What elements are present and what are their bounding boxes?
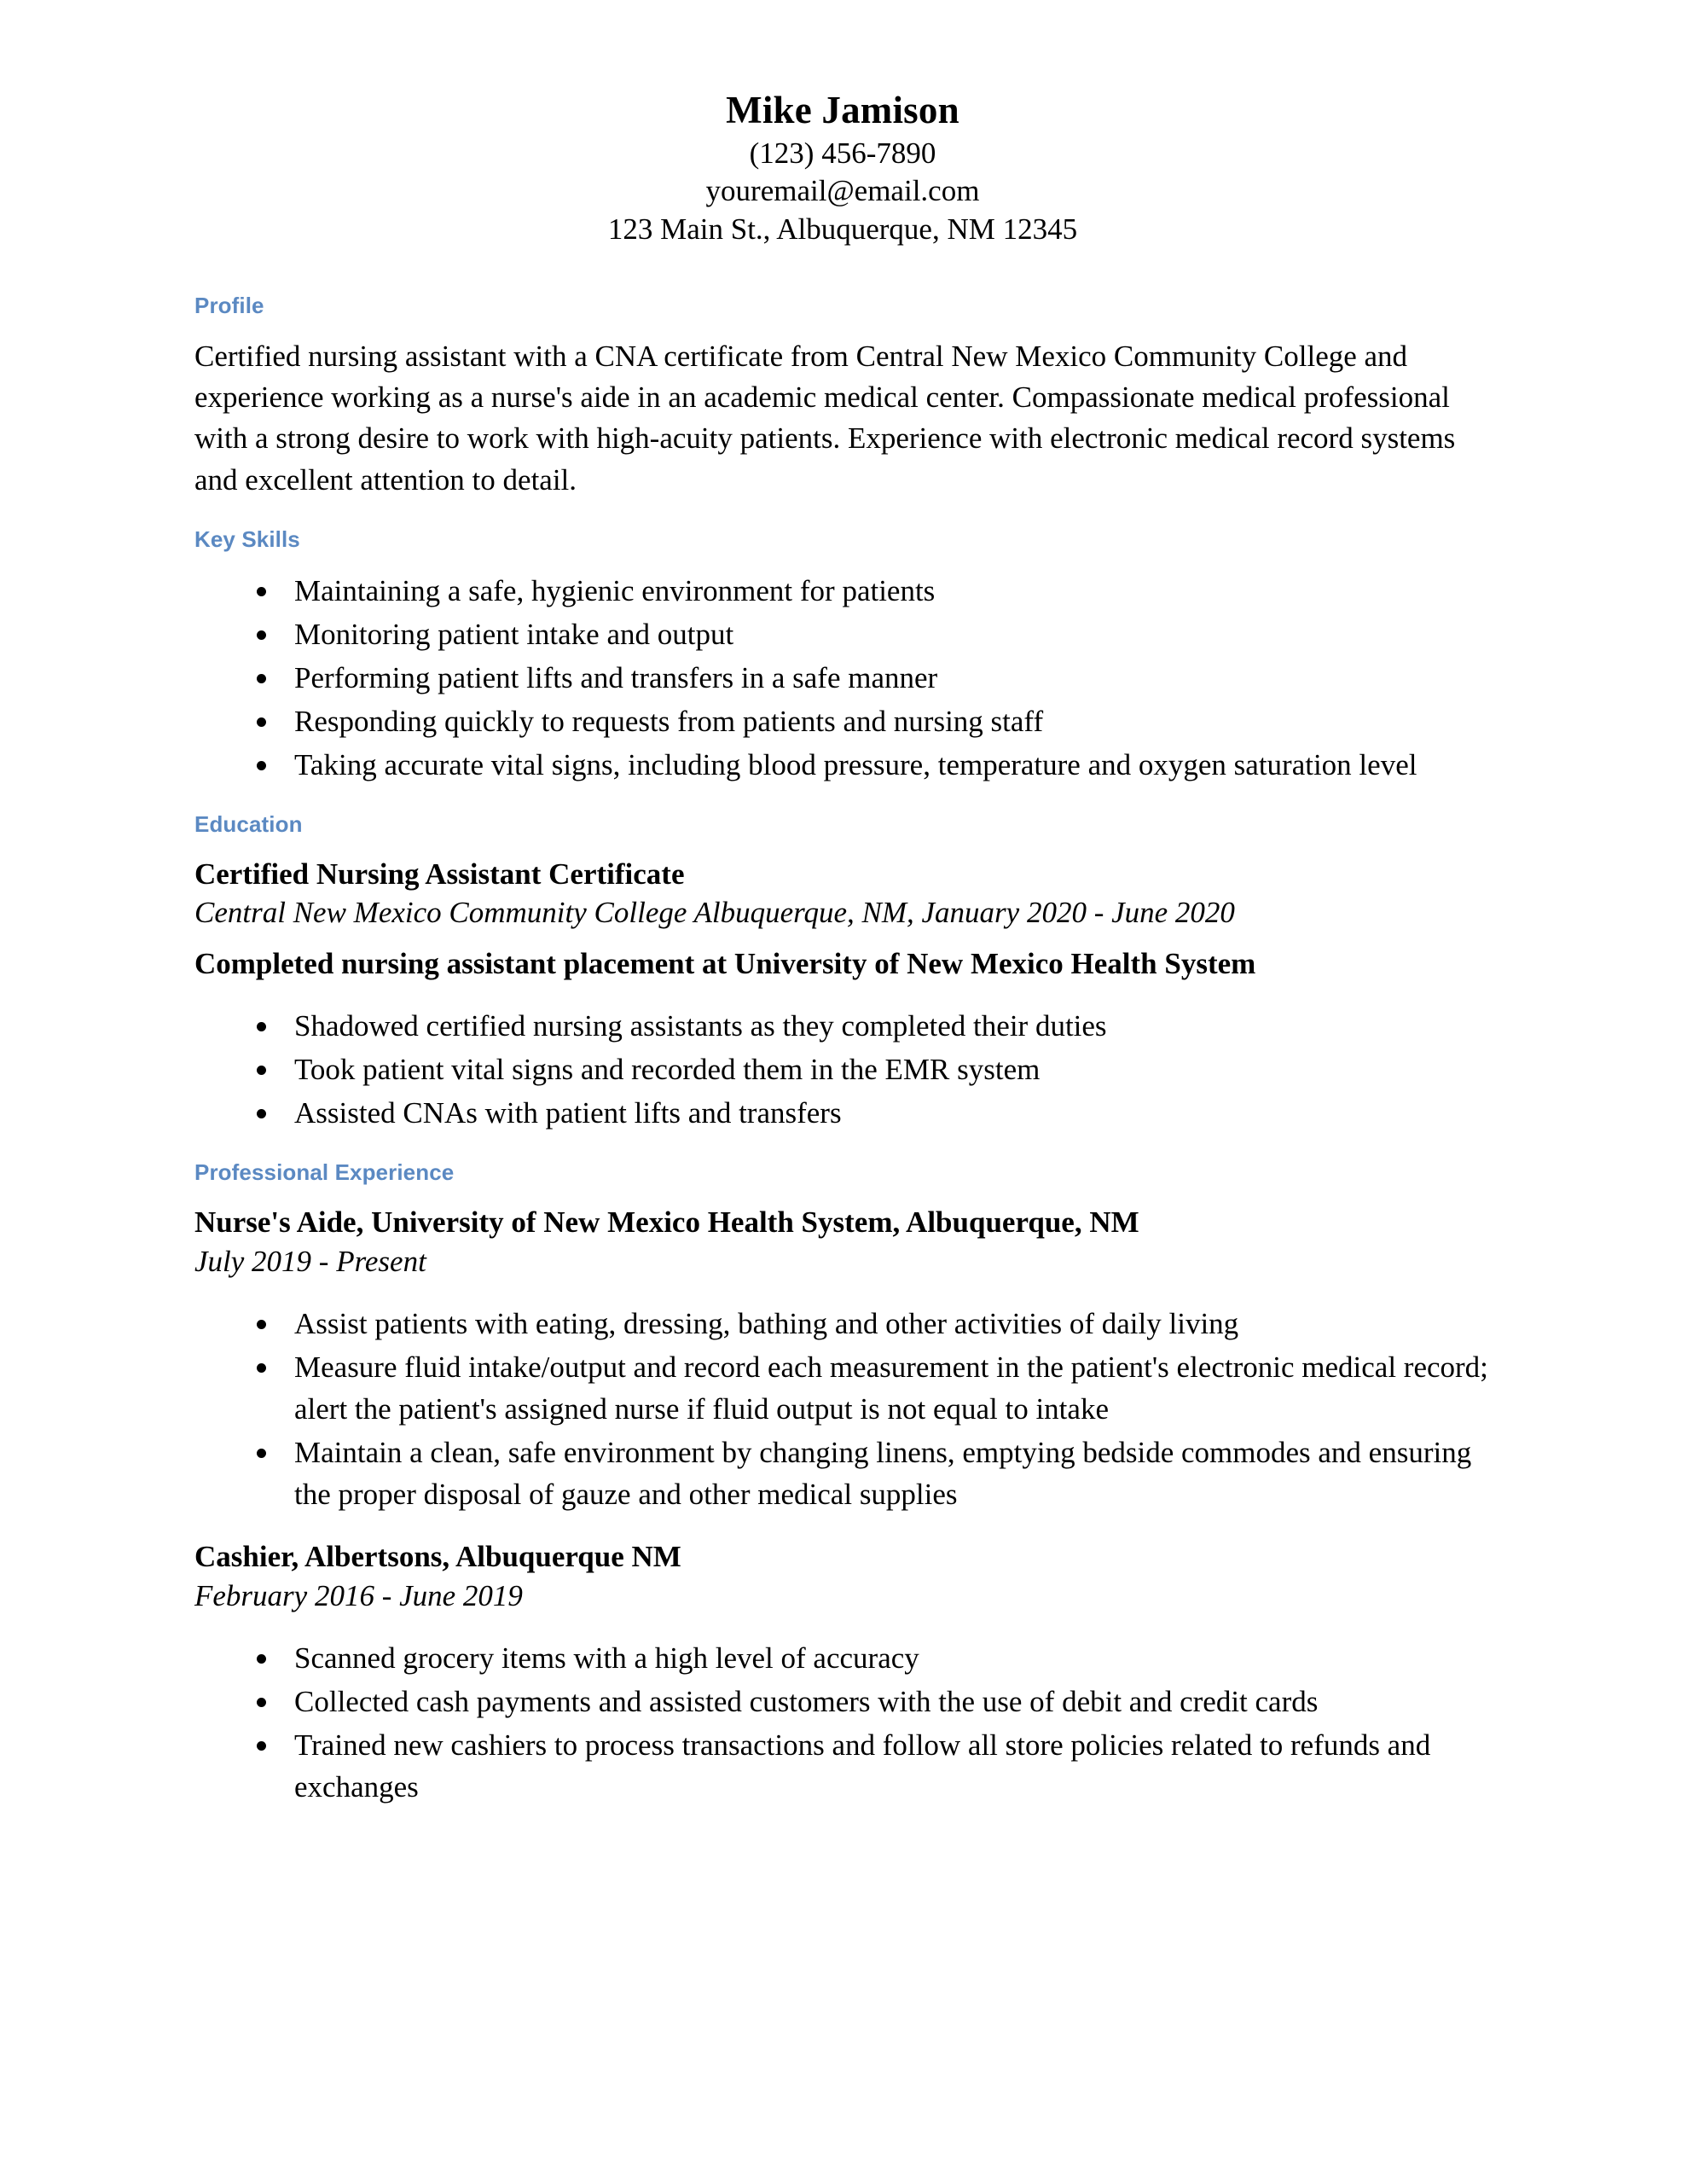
resume-header <box>194 89 1491 248</box>
list-item: Assist patients with eating, dressing, bathing and other activities of daily living <box>194 1303 1491 1345</box>
list-item: Scanned grocery items with a high level of accuracy <box>194 1637 1491 1679</box>
list-item: Took patient vital signs and recorded them in the EMR system <box>194 1048 1491 1090</box>
education-entry-title: Certified Nursing Assistant Certificate <box>194 857 685 891</box>
candidate-email: youremail@email.com <box>705 174 980 208</box>
list-item: Collected cash payments and assisted customers with the use of debit and credit cards <box>194 1681 1491 1722</box>
experience-entry-dates: July 2019 - Present <box>194 1244 426 1278</box>
list-item: Assisted CNAs with patient lifts and transfers <box>194 1092 1491 1134</box>
key-skills-list <box>194 570 1491 786</box>
list-item: Performing patient lifts and transfers in a safe manner <box>194 657 1491 699</box>
section-profile <box>194 293 1491 501</box>
list-item: Maintain a clean, safe environment by changing linens, emptying bedside commodes and ensuring the proper disposal of gauze and other medical supplies <box>194 1432 1491 1515</box>
education-entry-subtitle: Central New Mexico Community College Albuquerque, NM, January 2020 - June 2020 <box>194 896 1235 930</box>
section-education <box>194 811 1491 1135</box>
experience-entry-title: Cashier, Albertsons, Albuquerque NM <box>194 1540 681 1574</box>
experience-entry-title: Nurse's Aide, University of New Mexico Health System, Albuquerque, NM <box>194 1205 1139 1240</box>
experience-entry-bullets <box>194 1637 1491 1808</box>
experience-entry <box>194 1537 1491 1808</box>
experience-entry-bullets <box>194 1303 1491 1515</box>
experience-entry-dates: February 2016 - June 2019 <box>194 1578 523 1612</box>
list-item: Shadowed certified nursing assistants as they completed their duties <box>194 1005 1491 1047</box>
education-entry <box>194 944 1491 1135</box>
education-entry <box>194 855 1491 932</box>
education-entry-bullets <box>194 1005 1491 1134</box>
section-heading-key-skills: Key Skills <box>194 526 300 552</box>
section-professional-experience <box>194 1159 1491 1808</box>
candidate-phone: (123) 456-7890 <box>749 136 936 171</box>
section-heading-education: Education <box>194 810 303 837</box>
list-item: Monitoring patient intake and output <box>194 613 1491 655</box>
list-item: Responding quickly to requests from patients and nursing staff <box>194 700 1491 742</box>
list-item: Measure fluid intake/output and record each measurement in the patient's electronic medical record; alert the patient's assigned nurse if fluid output is not equal to intake <box>194 1346 1491 1430</box>
list-item: Trained new cashiers to process transactions and follow all store policies related to refunds and exchanges <box>194 1724 1491 1808</box>
candidate-address: 123 Main St., Albuquerque, NM 12345 <box>607 212 1078 246</box>
section-heading-profile: Profile <box>194 292 264 318</box>
section-heading-professional-experience: Professional Experience <box>194 1159 455 1186</box>
experience-entry <box>194 1203 1491 1515</box>
section-key-skills <box>194 526 1491 786</box>
candidate-name: Mike Jamison <box>726 89 959 131</box>
profile-summary-text: Certified nursing assistant with a CNA certificate from Central New Mexico Community College and experience working as a nurse's aide in an academic medical center. Compassionate medical professional with a strong desire to work with high-acuity patients. Experience with electronic medical record systems and excellent attention to detail. <box>194 339 1456 497</box>
list-item: Taking accurate vital signs, including blood pressure, temperature and oxygen saturation level <box>194 744 1491 786</box>
list-item: Maintaining a safe, hygienic environment for patients <box>194 570 1491 612</box>
education-entry-title: Completed nursing assistant placement at University of New Mexico Health System <box>194 946 1256 980</box>
